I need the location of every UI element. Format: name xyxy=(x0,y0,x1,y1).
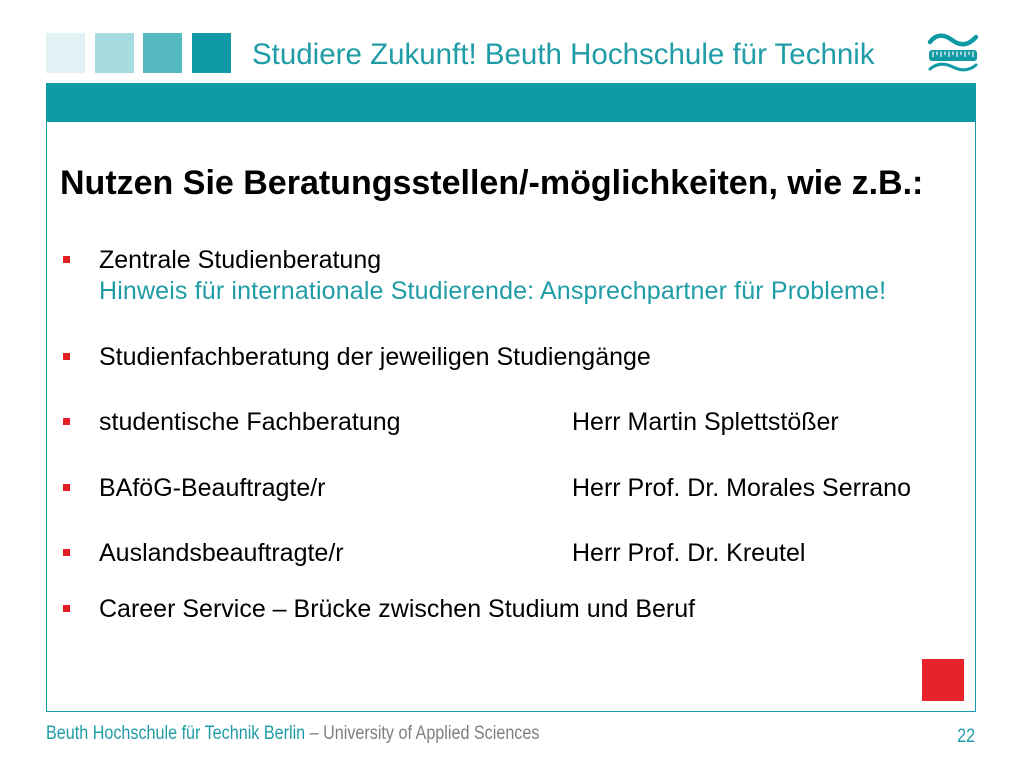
square-bullet-icon xyxy=(63,549,70,556)
item-label: Career Service – Brücke zwischen Studium und Beruf xyxy=(99,595,696,623)
item-contact: Herr Martin Splettstößer xyxy=(572,408,839,436)
square-bullet-icon xyxy=(63,418,70,425)
item-contact: Herr Prof. Dr. Morales Serrano xyxy=(572,474,911,502)
decor-tile-2 xyxy=(95,33,134,73)
item-label: Studienfachberatung der jeweiligen Studiengänge xyxy=(99,343,651,371)
item-contact: Herr Prof. Dr. Kreutel xyxy=(572,539,806,567)
square-bullet-icon xyxy=(63,256,70,263)
page-number: 22 xyxy=(957,726,975,747)
decor-tile-1 xyxy=(46,33,85,73)
footer-tagline: – University of Applied Sciences xyxy=(309,723,540,744)
square-bullet-icon xyxy=(63,484,70,491)
slide-heading: Nutzen Sie Beratungsstellen/-möglichkeiten, wie z.B.: xyxy=(60,164,924,202)
item-label: studentische Fachberatung xyxy=(99,408,401,436)
square-bullet-icon xyxy=(63,353,70,360)
item-note: Hinweis für internationale Studierende: Ansprechpartner für Probleme! xyxy=(99,277,887,305)
header-bar xyxy=(46,83,976,122)
slide-header-title: Studiere Zukunft! Beuth Hochschule für Technik xyxy=(252,38,875,71)
corner-square xyxy=(922,659,964,701)
footer xyxy=(46,724,539,743)
decor-tile-4 xyxy=(192,33,231,73)
decor-tile-3 xyxy=(143,33,182,73)
item-label: Zentrale Studienberatung xyxy=(99,246,382,274)
footer-institution: Beuth Hochschule für Technik Berlin xyxy=(46,723,306,744)
item-label: BAföG-Beauftragte/r xyxy=(99,474,326,502)
beuth-logo-icon xyxy=(927,30,979,76)
item-label: Auslandsbeauftragte/r xyxy=(99,539,344,567)
square-bullet-icon xyxy=(63,605,70,612)
